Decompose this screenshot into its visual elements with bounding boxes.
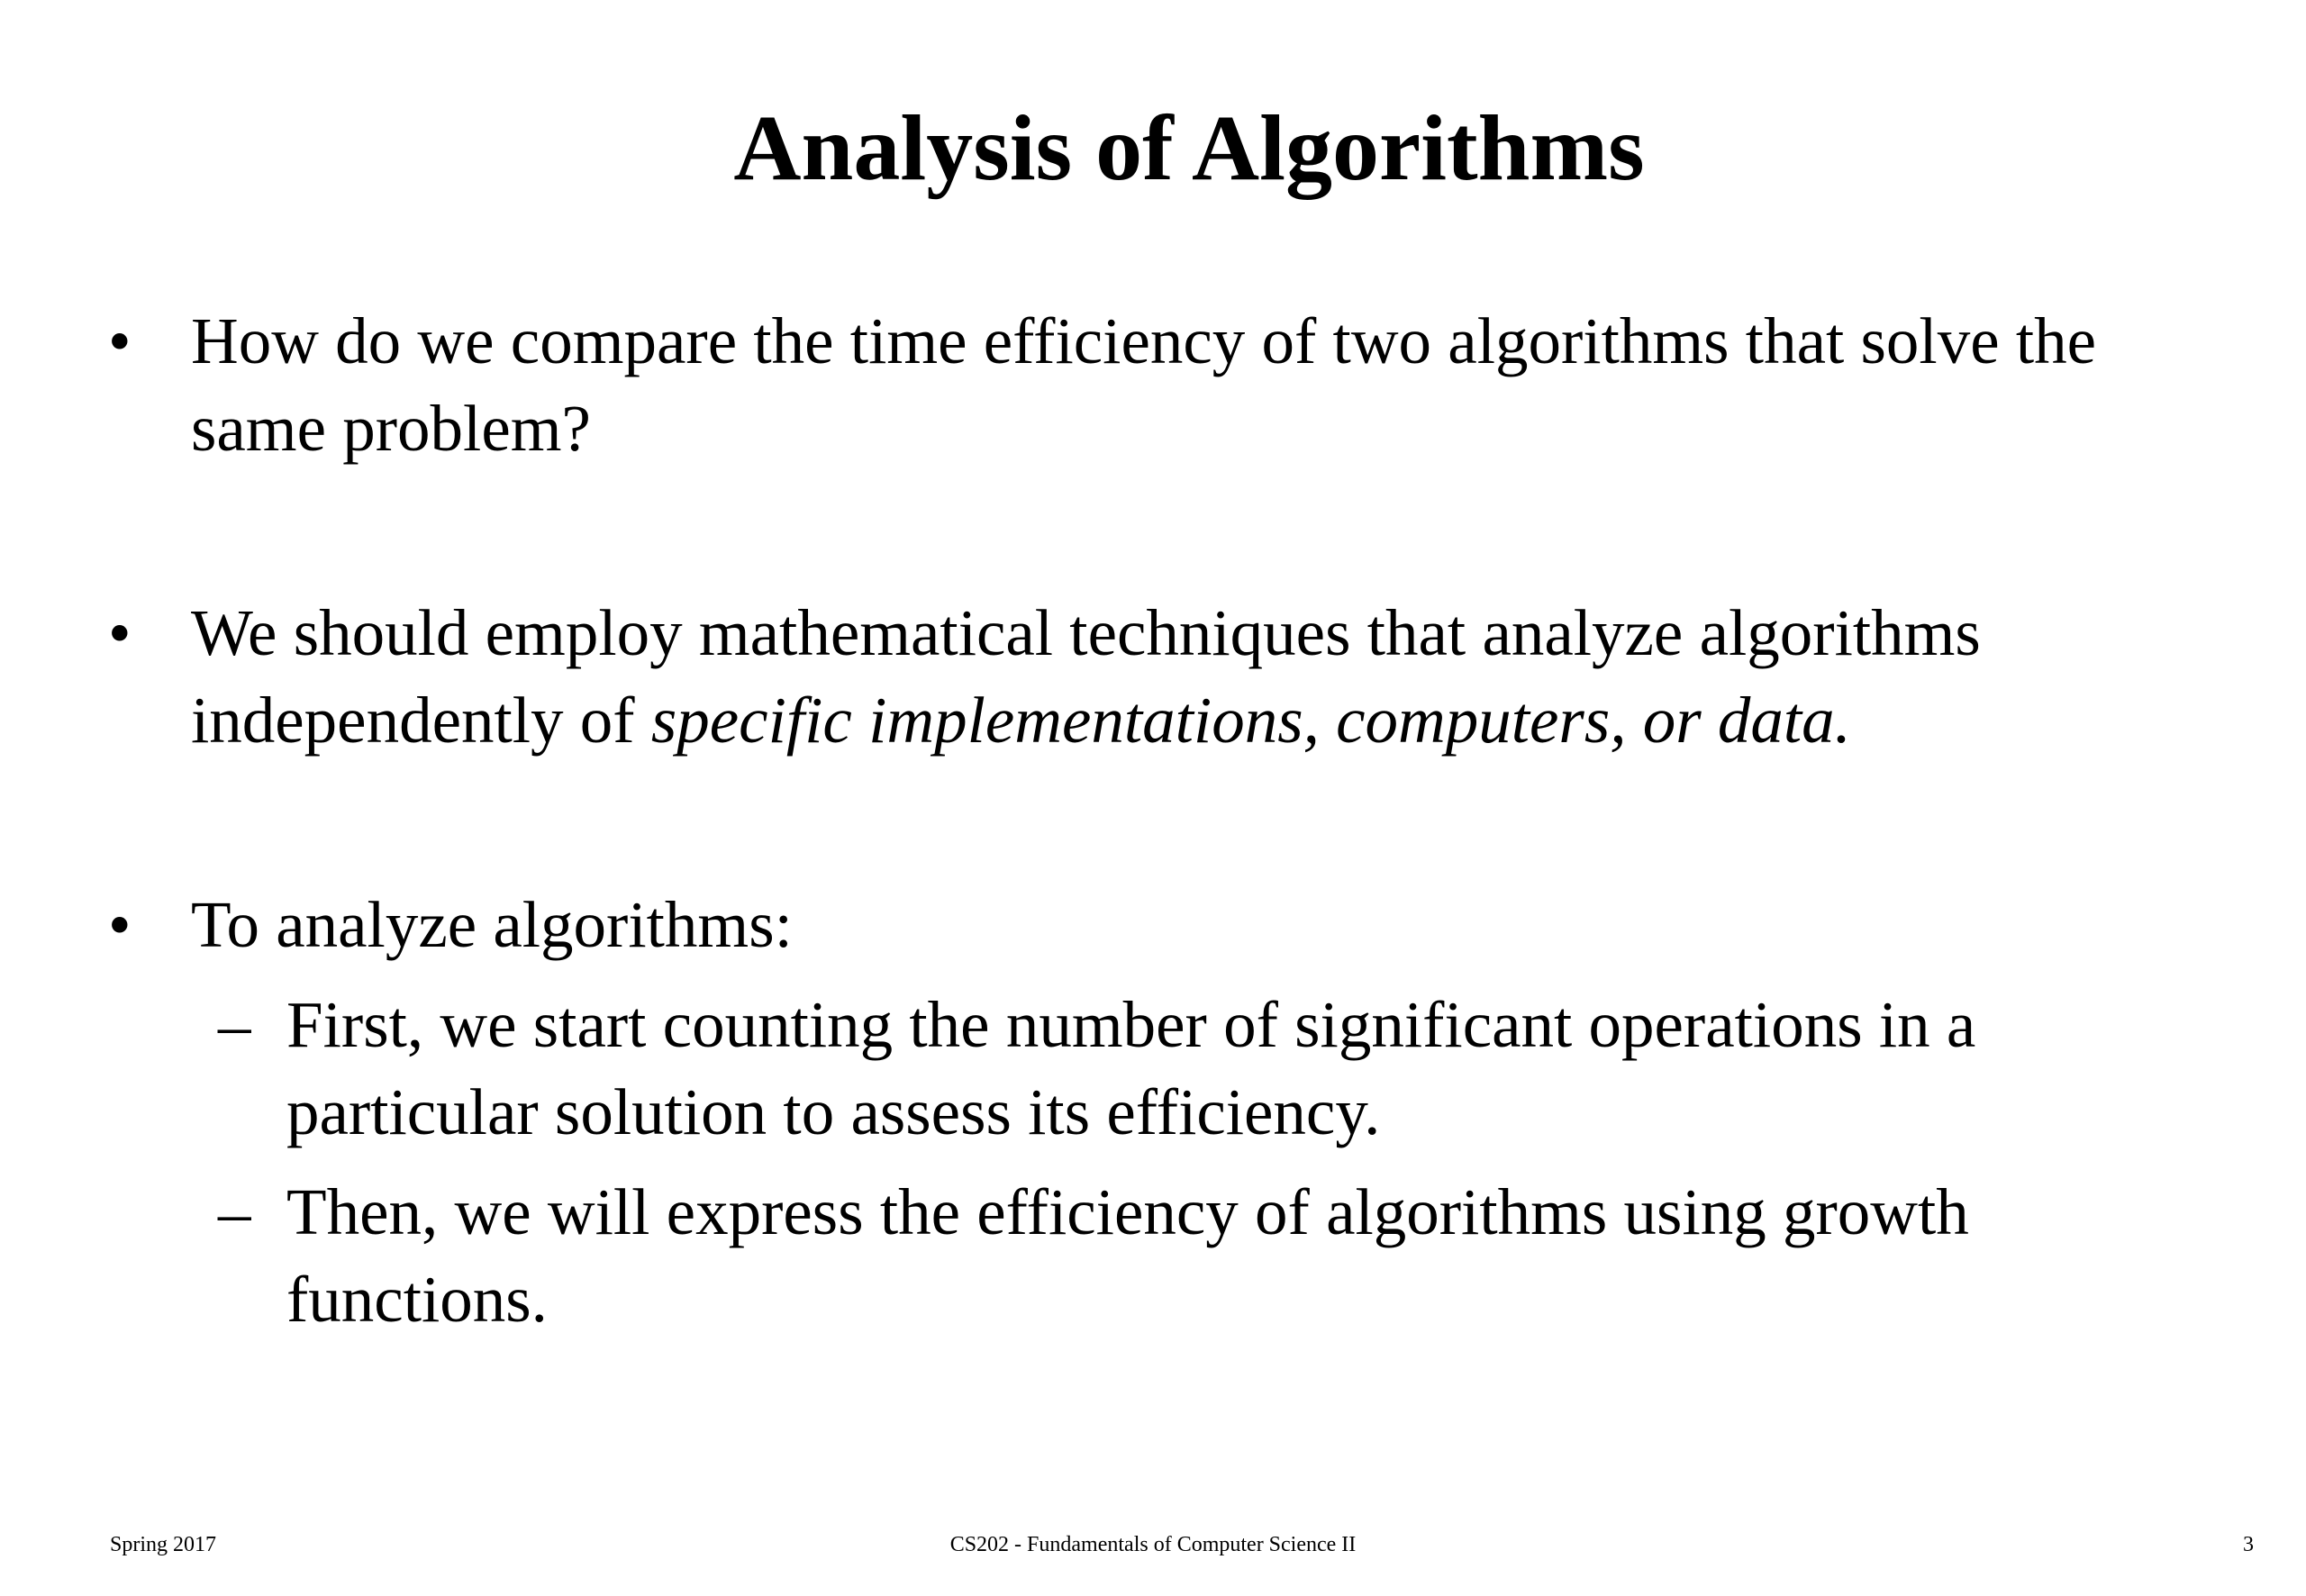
bullet-text-italic: specific implementations, computers, or data. xyxy=(650,684,1851,757)
bullet-glyph: • xyxy=(108,596,132,669)
sub-bullet-text: Then, we will express the efficiency of algorithms using growth functions. xyxy=(286,1175,1969,1336)
sub-bullet-item xyxy=(191,1168,2207,1343)
dash-glyph: – xyxy=(218,1175,251,1248)
footer-page-number: 3 xyxy=(2243,1533,2254,1556)
sub-bullet-item xyxy=(191,981,2207,1156)
sub-bullet-list xyxy=(191,981,2207,1343)
bullet-text: How do we compare the time efficiency of two algorithms that solve the same problem? xyxy=(191,304,2097,465)
bullet-item xyxy=(108,589,2207,764)
bullet-glyph: • xyxy=(108,888,132,961)
bullet-text: To analyze algorithms: xyxy=(191,888,793,961)
slide-title: Analysis of Algorithms xyxy=(733,96,1645,200)
bullet-list xyxy=(108,297,2207,1356)
footer-term: Spring 2017 xyxy=(110,1533,217,1556)
bullet-item xyxy=(108,297,2207,472)
bullet-item xyxy=(108,881,2207,1343)
sub-bullet-text: First, we start counting the number of significant operations in a particular solution to assess its efficiency. xyxy=(286,988,1976,1148)
footer-course: CS202 - Fundamentals of Computer Science II xyxy=(949,1533,1357,1556)
bullet-glyph: • xyxy=(108,304,132,377)
dash-glyph: – xyxy=(218,988,251,1061)
bullet-text: We should employ mathematical techniques that analyze algorithms independently of xyxy=(191,596,1981,757)
